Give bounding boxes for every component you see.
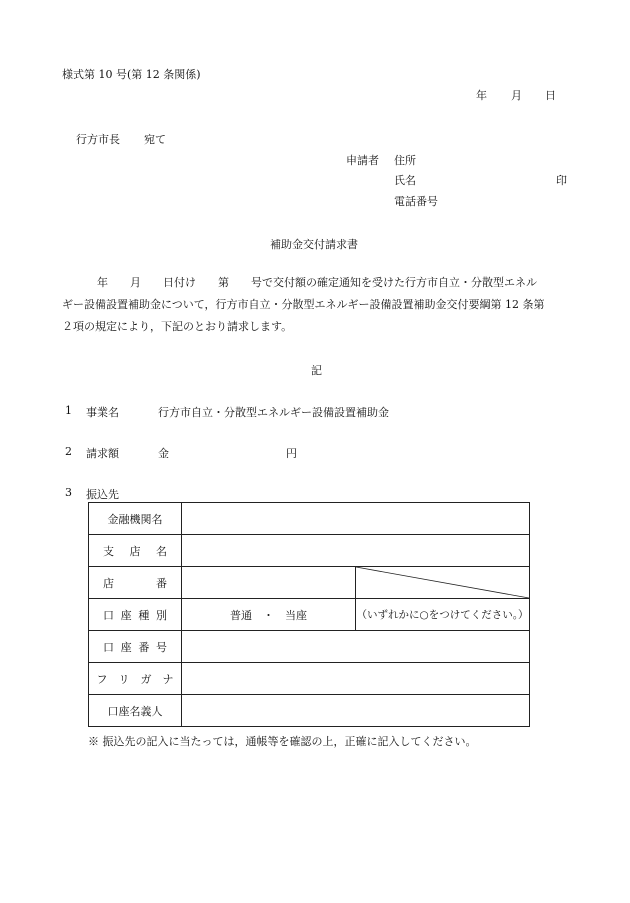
seal-mark: 印 [556, 174, 567, 187]
bank-name-field[interactable] [182, 503, 530, 535]
bank-transfer-table [88, 502, 530, 727]
table-row [89, 695, 530, 727]
addressee-name: 行方市長 [76, 133, 120, 146]
addressee-suffix: 宛て [144, 133, 166, 146]
table-row [89, 663, 530, 695]
item2-label: 請求額 [86, 447, 119, 460]
ki-heading: 記 [311, 364, 322, 377]
table-row [89, 631, 530, 663]
item3-number: 3 [65, 486, 72, 499]
account-holder-field[interactable] [182, 695, 530, 727]
account-type-note: （いずれかに○をつけてください。） [356, 599, 530, 631]
item1-value: 行方市自立・分散型エネルギー設備設置補助金 [158, 406, 389, 419]
account-holder-label: 口座名義人 [89, 695, 182, 727]
date-year-label: 年 [476, 89, 487, 102]
body-line-2: ギー設備設置補助金について，行方市自立・分散型エネルギー設備設置補助金交付要綱第 12 条第 [62, 298, 545, 311]
furigana-label: フ リ ガ ナ [89, 663, 182, 695]
diagonal-strike [356, 567, 529, 598]
table-row [89, 567, 530, 599]
table-row [89, 535, 530, 567]
applicant-label: 申請者 [346, 154, 379, 167]
document-title: 補助金交付請求書 [270, 238, 358, 251]
item3-label: 振込先 [86, 488, 119, 501]
table-row [89, 599, 530, 631]
account-type-options[interactable]: 普通 ・ 当座 [182, 599, 356, 631]
branch-number-label: 店 番 [89, 567, 182, 599]
item1-label: 事業名 [86, 406, 119, 419]
item2-unit: 円 [286, 447, 297, 460]
furigana-field[interactable] [182, 663, 530, 695]
body-line-3: ２項の規定により，下記のとおり請求します。 [62, 320, 293, 333]
branch-name-field[interactable] [182, 535, 530, 567]
account-number-label: 口 座 番 号 [89, 631, 182, 663]
branch-name-label: 支 店 名 [89, 535, 182, 567]
date-day-label: 日 [545, 89, 556, 102]
address-label: 住所 [394, 154, 416, 167]
item2-prefix: 金 [158, 447, 169, 460]
account-number-field[interactable] [182, 631, 530, 663]
bank-name-label: 金融機関名 [89, 503, 182, 535]
form-number: 様式第 10 号(第 12 条関係) [62, 68, 201, 81]
table-row [89, 503, 530, 535]
branch-number-void-cell [356, 567, 530, 599]
branch-number-field[interactable] [182, 567, 356, 599]
account-type-label: 口 座 種 別 [89, 599, 182, 631]
body-line-1: 年 月 日付け 第 号で交付額の確定通知を受けた行方市自立・分散型エネル [97, 276, 537, 289]
name-label: 氏名 [394, 174, 416, 187]
phone-label: 電話番号 [394, 195, 438, 208]
item2-number: 2 [65, 445, 72, 458]
footnote: ※ 振込先の記入に当たっては，通帳等を確認の上，正確に記入してください。 [88, 735, 477, 748]
date-month-label: 月 [511, 89, 522, 102]
item1-number: 1 [65, 404, 72, 417]
body-paragraph [62, 272, 577, 338]
